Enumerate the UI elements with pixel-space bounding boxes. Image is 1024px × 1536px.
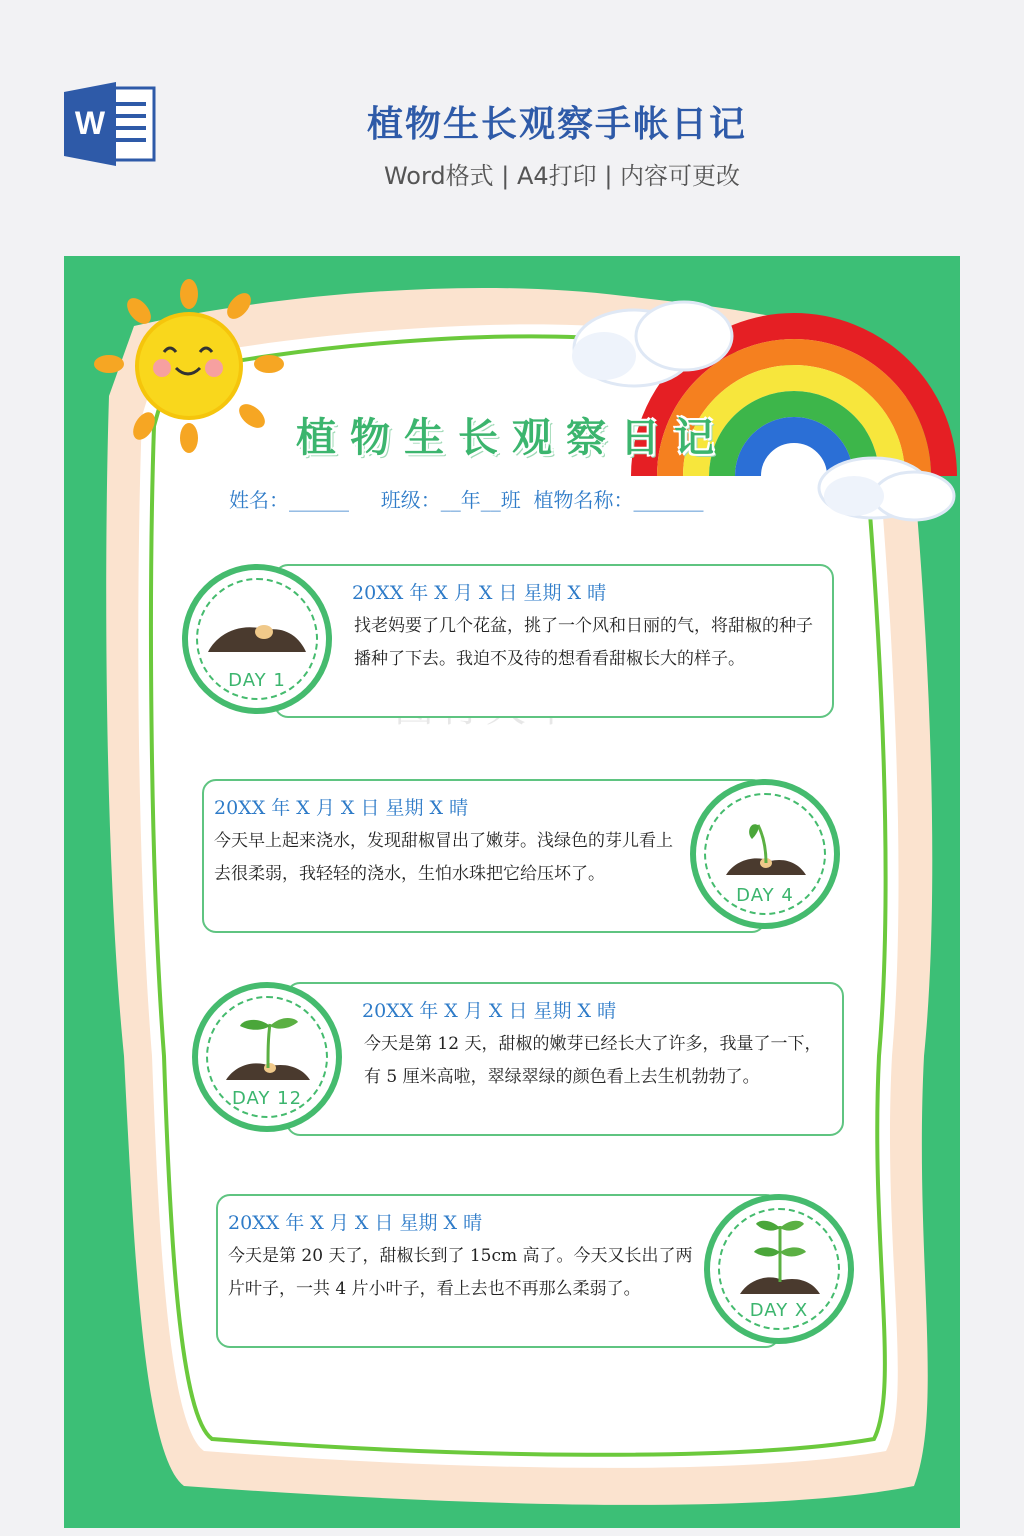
entry-text: 今天是第 12 天，甜椒的嫩芽已经长大了许多，我量了一下，有 5 厘米高啦，翠绿翠绿的颜色看上去生机勃勃了。 [364,1034,822,1087]
entry-date: 20XX 年 X 月 X 日 星期 X 晴 [362,1000,617,1022]
student-info-row [229,484,829,513]
entry-card-4 [216,1194,780,1348]
page-title: 植物生长观察手帐日记 [366,104,747,145]
entry-date: 20XX 年 X 月 X 日 星期 X 晴 [228,1212,483,1234]
class-label: 班级： [380,488,441,512]
entry-card-3 [286,982,844,1136]
day-badge-4 [690,779,840,929]
plant-label: 植物名称： [533,488,634,512]
entry-text: 找老妈要了几个花盆，挑了一个风和日丽的气，将甜椒的种子播种了下去。我迫不及待的想看看甜椒长大的样子。 [354,616,813,669]
day-label: DAY 12 [231,1088,303,1109]
day-label: DAY 4 [736,885,794,906]
name-blank[interactable]: ______ [289,488,349,512]
entry-date: 20XX 年 X 月 X 日 星期 X 晴 [214,797,469,819]
plant-blank[interactable]: _______ [633,488,704,512]
day-badge-1 [182,564,332,714]
entry-text: 今天早上起来浇水，发现甜椒冒出了嫩芽。浅绿色的芽儿看上去很柔弱，我轻轻的浇水，生怕水珠把它给压坏了。 [214,831,673,884]
day-label: DAY 1 [228,670,286,691]
diary-poster [64,256,960,1528]
day-badge-12 [192,982,342,1132]
entry-card-1 [274,564,834,718]
word-icon-letter: W [74,105,106,141]
page-header [0,0,1024,240]
entry-text: 今天是第 20 天了，甜椒长到了 15cm 高了。今天又长出了两片叶子，一共 4 片小叶子，看上去也不再那么柔弱了。 [228,1246,693,1299]
day-badge-x [704,1194,854,1344]
poster-title: 植物生长观察日记 [296,414,728,461]
entry-card-2 [202,779,766,933]
entry-date: 20XX 年 X 月 X 日 星期 X 晴 [352,582,607,604]
page-subtitle: Word格式 | A4打印 | 内容可更改 [383,162,741,190]
name-label: 姓名： [229,488,289,512]
class-blank[interactable]: __年__班 [440,488,521,512]
day-label: DAY X [749,1300,809,1321]
